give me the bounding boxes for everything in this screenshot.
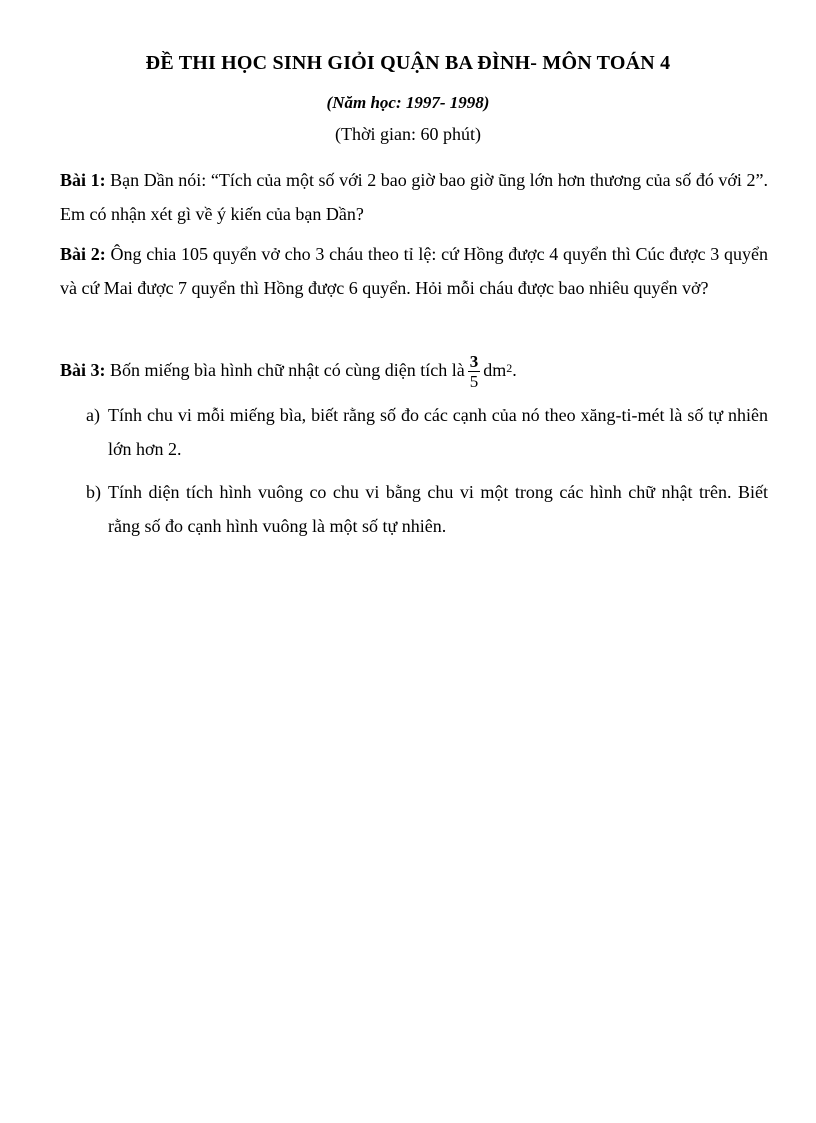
problem-1: [60, 163, 768, 231]
item-a-text: Tính chu vi mỗi miếng bìa, biết rằng số đo các cạnh của nó theo xăng-ti-mét là số tự nhiên lớn hơn 2.: [108, 405, 768, 459]
problem-2: [60, 237, 768, 305]
problem-3-item-b: [86, 475, 768, 543]
problem-1-text: Bạn Dần nói: “Tích của một số với 2 bao giờ bao giờ ũng lớn hơn thương của số đó với 2”. Em có nhận xét gì về ý kiến của bạn Dần?: [60, 170, 768, 224]
problem-2-text: Ông chia 105 quyển vở cho 3 cháu theo tỉ lệ: cứ Hồng được 4 quyển thì Cúc được 3 quyển và cứ Mai được 7 quyển thì Hồng được 6 quyển. Hỏi mỗi cháu được bao nhiêu quyển vở?: [60, 244, 768, 298]
fraction-numerator: 3: [469, 352, 479, 372]
problem-3-label: Bài 3:: [60, 360, 106, 380]
problem-3-text: Bốn miếng bìa hình chữ nhật có cùng diện tích là: [105, 360, 465, 380]
problem-3-item-a: [86, 398, 768, 466]
item-a-marker: a): [86, 405, 100, 425]
problem-3-end: .: [512, 360, 517, 380]
area-unit: dm: [483, 360, 507, 380]
problem-3: [60, 350, 768, 391]
problem-2-label: Bài 2:: [60, 244, 106, 264]
fraction-denominator: 5: [469, 372, 479, 392]
exam-title: ĐỀ THI HỌC SINH GIỎI QUẬN BA ĐÌNH- MÔN TOÁN 4: [145, 52, 671, 74]
school-year: (Năm học: 1997- 1998): [326, 93, 490, 112]
item-b-text: Tính diện tích hình vuông co chu vi bằng chu vi một trong các hình chữ nhật trên. Biết rằng số đo cạnh hình vuông là một số tự nhiên.: [108, 482, 768, 536]
problem-1-label: Bài 1:: [60, 170, 106, 190]
area-fraction: [468, 352, 481, 391]
exam-duration: (Thời gian: 60 phút): [335, 124, 481, 144]
unit-exponent: 2: [506, 361, 513, 375]
item-b-marker: b): [86, 482, 101, 502]
